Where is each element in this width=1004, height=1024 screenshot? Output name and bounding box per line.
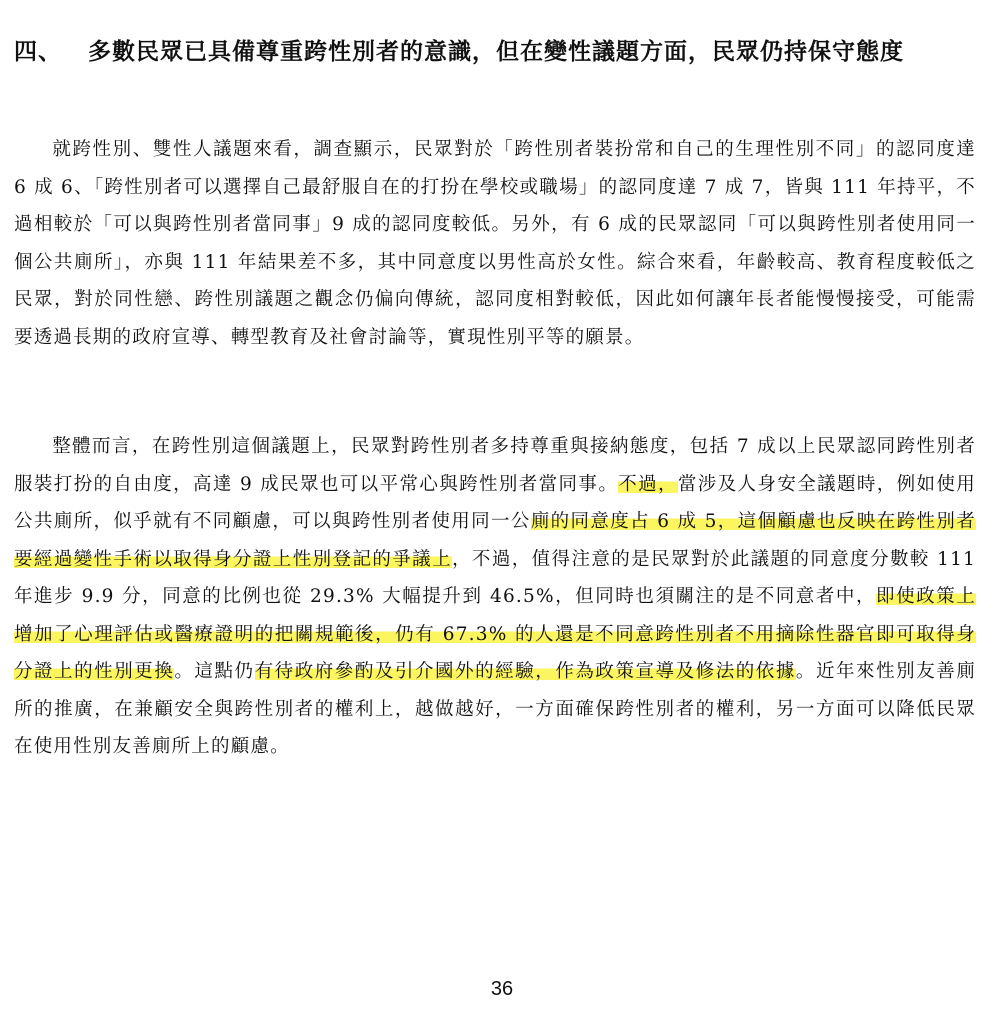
paragraph-1-text: 就跨性別、雙性人議題來看，調查顯示，民眾對於「跨性別者裝扮常和自己的生理性別不同」的認同度達 6 成 6、「跨性別者可以選擇自己最舒服自在的打扮在學校或職場」的認同度達 7 成 7，皆與 111 年持平，不過相較於「可以與跨性別者當同事」9 成的認同度較低。另外，有 6 成的民眾認同「可以與跨性別者使用同一個公共廁所」，亦與 111 年結果差不多，其中同意度以男性高於女性。綜合來看，年齡較高、教育程度較低之民眾，對於同性戀、跨性別議題之觀念仍偏向傳統，認同度相對較低，因此如何讓年長者能慢慢接受，可能需要透過長期的政府宣導、轉型教育及社會討論等，實現性別平等的願景。 <box>14 139 976 348</box>
section-title: 多數民眾已具備尊重跨性別者的意識，但在變性議題方面，民眾仍持保守態度 <box>88 39 904 65</box>
page-number: 36 <box>490 978 514 1000</box>
paragraph-2 <box>14 428 976 766</box>
paragraph-2-seg-7: 。這點仍 <box>174 661 255 682</box>
paragraph-2-seg-9: 。近年來性別友善廁所的推廣，在兼顧安全與跨性別者的權利上，越做越好，一方面確保跨性別者的權利，另一方面可以降低民眾在使用性別友善廁所上的顧慮。 <box>14 661 976 757</box>
section-heading <box>14 34 974 70</box>
highlighted-text: 廁的同意度占 6 成 5，這個顧慮也反映在跨性別者要經過變性手術以取得身分證上性別登記的爭議上 <box>14 511 977 570</box>
highlighted-text: 不過， <box>618 473 678 495</box>
paragraph-2-seg-3: 當涉及人身安全議題時，例如使用公共廁所，似乎就有不同顧慮，可以與跨性別者使用同一公 <box>14 473 976 532</box>
highlighted-text: 即使政策上增加了心理評估或醫療證明的把關規範後，仍有 67.3% 的人還是不同意跨性別者不用摘除性器官即可取得身分證上的性別更換 <box>14 586 976 682</box>
highlighted-text: 有待政府參酌及引介國外的經驗，作為政策宣導及修法的依據 <box>254 661 796 682</box>
paragraph-2-seg-1: 整體而言，在跨性別這個議題上，民眾對跨性別者多持尊重與接納態度，包括 7 成以上民眾認同跨性別者服裝打扮的自由度，高達 9 成民眾也可以平常心與跨性別者當同事。 <box>14 436 976 495</box>
paragraph-2-seg-5: ，不過，值得注意的是民眾對於此議題的同意度分數較 111 年進步 9.9 分，同意的比例也從 29.3% 大幅提升到 46.5%，但同時也須關注的是不同意者中， <box>14 548 977 607</box>
paragraph-1 <box>14 131 976 356</box>
section-number: 四、 <box>14 39 62 65</box>
